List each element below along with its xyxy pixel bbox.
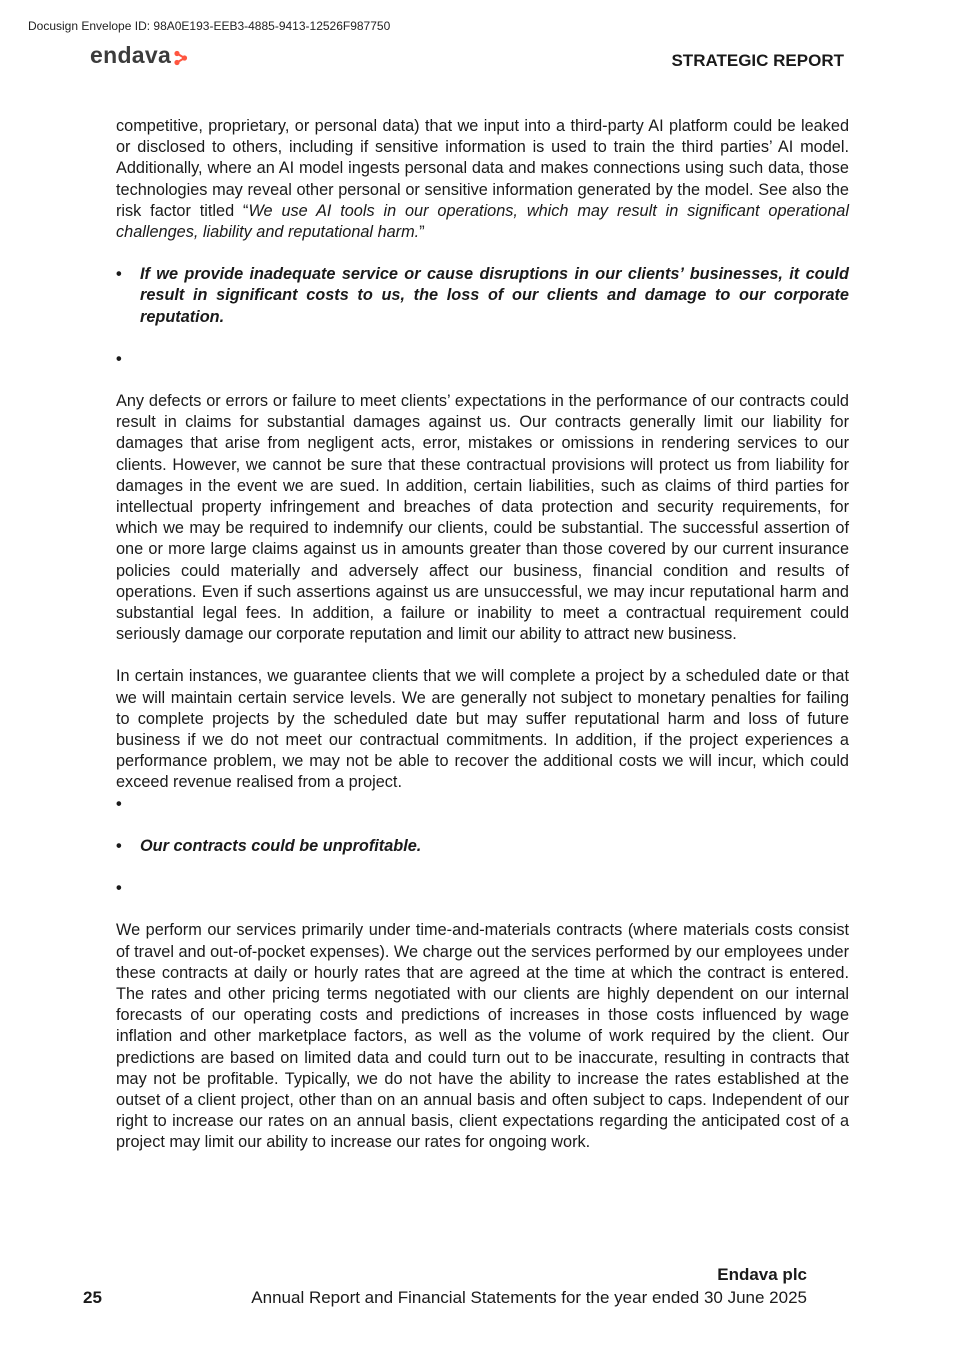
risk-heading-text: If we provide inadequate service or cause disruptions in our clients’ businesses, it could result in significant costs to us, the loss of our clients and damage to our corporate reputation. <box>140 265 849 326</box>
closing-quote: ” <box>419 223 425 242</box>
logo-mark-link <box>177 53 185 62</box>
risk-heading-unprofitable-contracts <box>116 836 849 857</box>
bullet-icon: • <box>116 794 122 813</box>
paragraph-ai-data <box>116 116 849 243</box>
section-title: STRATEGIC REPORT <box>671 51 844 70</box>
bullet-icon: • <box>116 349 122 368</box>
logo-mark-icon <box>173 50 189 66</box>
risk-heading-inadequate-service <box>116 264 849 328</box>
empty-bullet <box>116 349 849 370</box>
logo-wordmark: endava <box>90 42 172 68</box>
empty-bullet <box>116 794 849 815</box>
footer-company-name: Endava plc <box>717 1265 807 1284</box>
bullet-icon: • <box>116 836 122 855</box>
risk-heading-text: Our contracts could be unprofitable. <box>140 836 422 855</box>
endava-logo <box>90 44 189 67</box>
docusign-envelope-id: Docusign Envelope ID: 98A0E193-EEB3-4885-9413-12526F987750 <box>28 19 391 33</box>
referenced-risk-factor: We use AI tools in our operations, which may result in significant operational challenges, liability and reputational harm. <box>116 201 849 242</box>
page-number: 25 <box>83 1288 102 1307</box>
paragraph-guarantees: In certain instances, we guarantee clients that we will complete a project by a scheduled date or that we will maintain certain service levels. We are generally not subject to monetary penalties for failing to complete projects by the scheduled date but may suffer reputational harm and loss of future business if we do not meet our contractual commitments. In addition, if the project experiences a performance problem, we may not be able to recover the additional costs we will incur, which could exceed revenue realised from a project. <box>116 667 849 792</box>
report-body <box>116 116 849 1154</box>
empty-bullet <box>116 878 849 899</box>
paragraph-defects-errors: Any defects or errors or failure to meet clients’ expectations in the performance of our contracts could result in claims for substantial damages against us. Our contracts generally limit our liability for damages that arise from negligent acts, error, mistakes or omissions in rendering services to our clients. However, we cannot be sure that these contractual provisions will protect us from liability for damages in the event we are sued. In addition, certain liabilities, such as claims of third parties for intellectual property infringement and breaches of data protection and security requirements, for which we may be required to indemnify our clients, could be substantial. The successful assertion of one or more large claims against us in amounts greater than those covered by our current insurance policies could materially and adversely affect our business, financial condition and results of operations. Even if such assertions against us are unsuccessful, we may incur reputational harm and substantial legal fees. In addition, a failure or inability to meet a contractual requirement could seriously damage our corporate reputation and limit our ability to attract new business. <box>116 392 849 644</box>
bullet-icon: • <box>116 879 122 898</box>
paragraph-time-and-materials: We perform our services primarily under time-and-materials contracts (where materials costs consist of travel and out-of-pocket expenses). We charge out the services performed by our employees under these contracts at daily or hourly rates that are agreed at the time at which the contract is entered. The rates and other pricing terms negotiated with our clients are highly dependent on our internal forecasts of our operating costs and predictions of increases in those costs influenced by wage inflation and other marketplace factors, as well as the volume of work required by the client. Our predictions are based on limited data and could turn out to be inaccurate, resulting in contracts that may not be profitable. Typically, we do not have the ability to increase the rates established at the outset of a client project, other than on an annual basis and often subject to caps. Independent of our right to increase our rates on an annual basis, client expectations regarding the anticipated cost of a project may limit our ability to increase our rates for ongoing work. <box>116 921 849 1152</box>
bullet-icon: • <box>116 265 122 284</box>
footer-report-title: Annual Report and Financial Statements for the year ended 30 June 2025 <box>251 1288 807 1307</box>
paragraph-ai-data-text: competitive, proprietary, or personal data) that we input into a third-party AI platform could be leaked or disclosed to others, including if sensitive information is used to train the third parties’ AI model. Additionally, where an AI model ingests personal data and makes connections using such data, those technologies may reveal other personal or sensitive information generated by the model. See also the risk factor titled “ <box>116 117 849 220</box>
